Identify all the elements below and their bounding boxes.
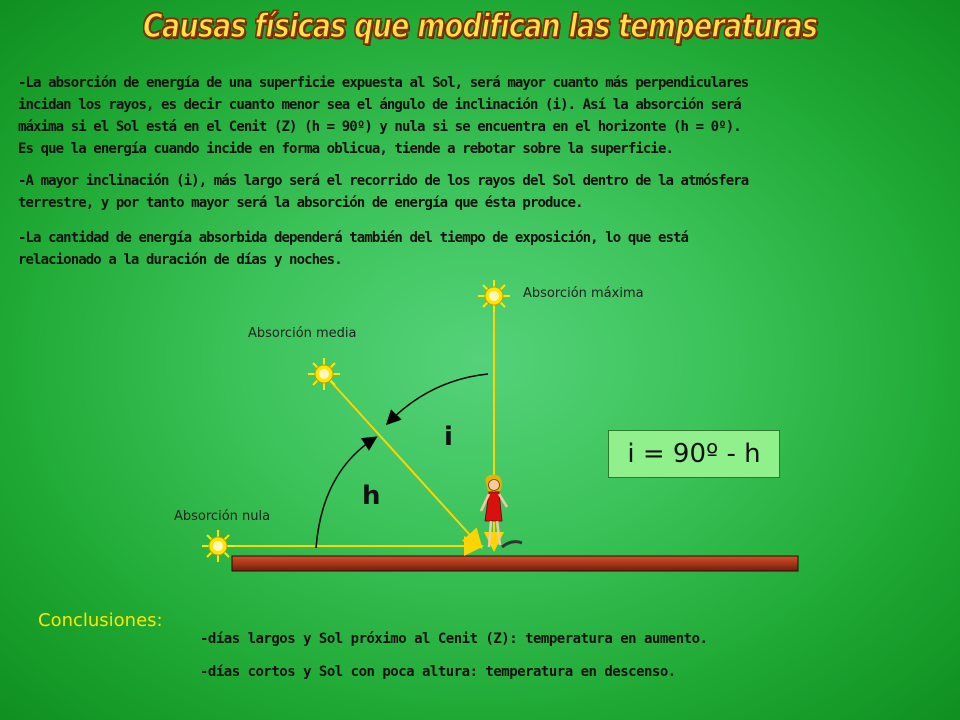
text-line: -La absorción de energía de una superficie expuesta al Sol, será mayor cuanto más perpendiculares [18, 75, 749, 91]
conclusion-item: -días cortos y Sol con poca altura: temperatura en descenso. [200, 664, 676, 680]
conclusion-item: -días largos y Sol próximo al Cenit (Z): temperatura en aumento. [200, 631, 708, 647]
text-line: máxima si el Sol está en el Cenit (Z) (h = 90º) y nula si se encuentra en el horizonte (h = 0º). [18, 119, 741, 135]
page-title: Causas físicas que modifican las temperaturas [142, 6, 818, 45]
label-absorcion-media: Absorción media [248, 326, 357, 341]
text-line: -A mayor inclinación (i), más largo será el recorrido de los rayos del Sol dentro de la atmósfera [18, 173, 749, 189]
angle-h-label: h [362, 481, 381, 511]
angle-i-label: i [444, 422, 453, 452]
conclusions-title: Conclusiones: [38, 610, 163, 631]
text-line: incidan los rayos, es decir cuanto menor sea el ángulo de inclinación (i). Así la absorción será [18, 97, 741, 113]
text-line: terrestre, y por tanto mayor será la absorción de energía que ésta produce. [18, 195, 583, 211]
formula-box: i = 90º - h [608, 430, 780, 478]
ground-surface [232, 556, 798, 571]
arc-i [388, 374, 488, 423]
sun-icon [478, 280, 510, 312]
ray-media [324, 374, 480, 546]
person-icon [481, 475, 522, 548]
label-absorcion-maxima: Absorción máxima [523, 286, 644, 301]
sun-icon [202, 530, 234, 562]
text-line: Es que la energía cuando incide en forma oblicua, tiende a rebotar sobre la superficie. [18, 141, 673, 157]
label-absorcion-nula: Absorción nula [174, 509, 271, 524]
text-line: relacionado a la duración de días y noches. [18, 252, 342, 268]
text-line: -La cantidad de energía absorbida dependerá también del tiempo de exposición, lo que está [18, 230, 689, 246]
